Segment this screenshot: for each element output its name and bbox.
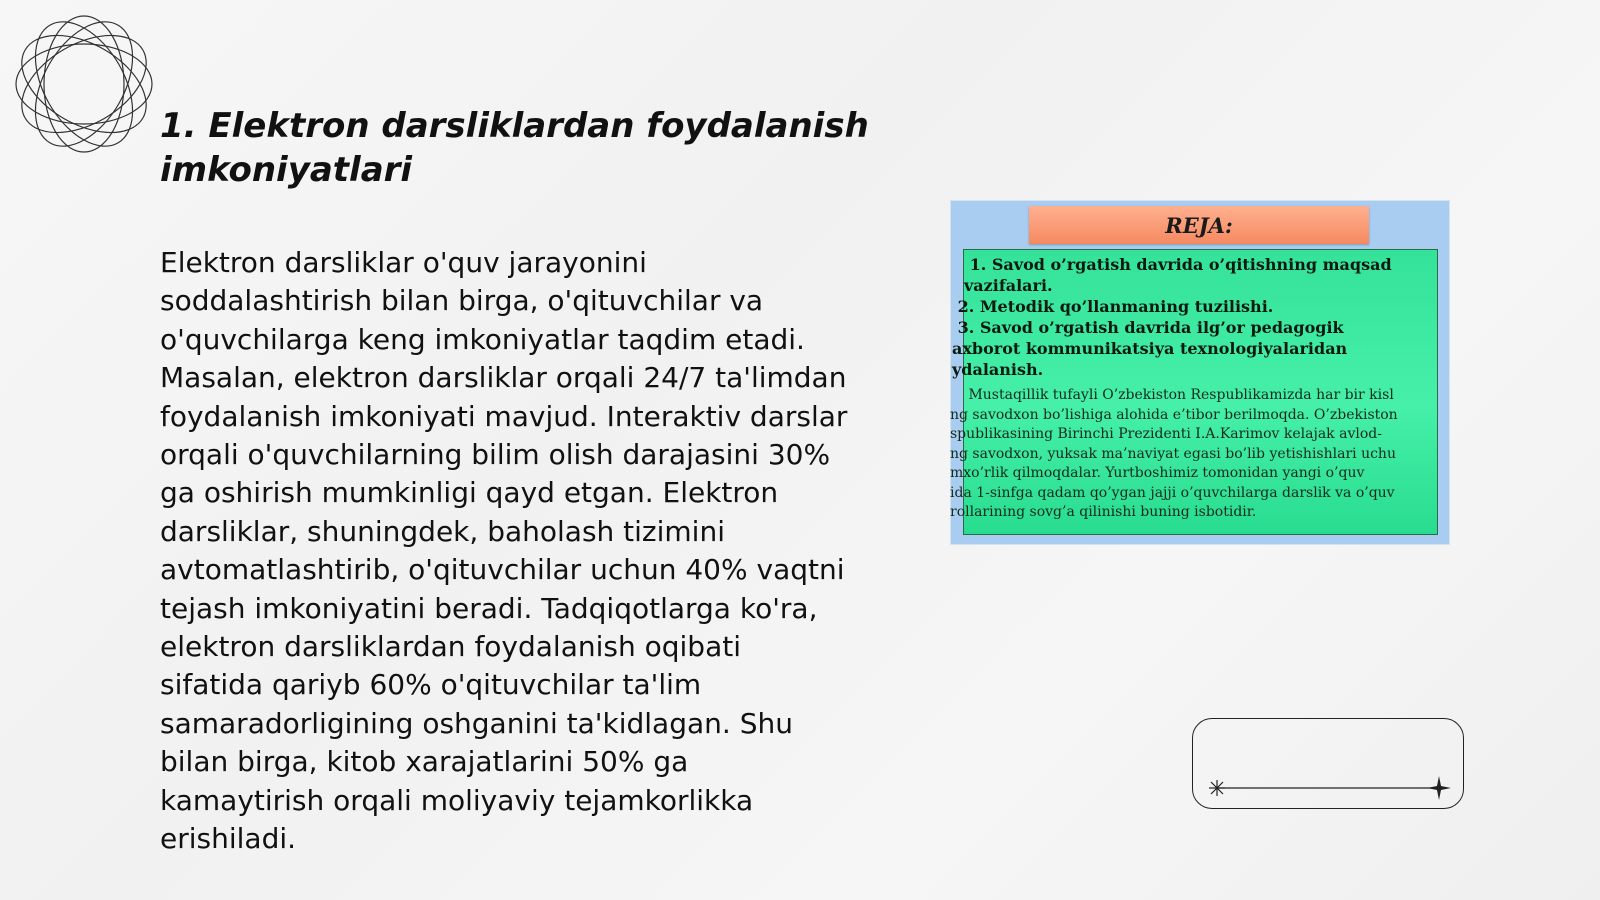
plan-line: 3. Savod o’rgatish davrida ilg’or pedagogik — [952, 318, 1344, 337]
decorative-frame — [1192, 718, 1464, 809]
paragraph-line: ng savodxon bo’lishiga alohida e’tibor berilmoqda. O’zbekiston — [950, 406, 1398, 423]
plan-line: 1. Savod o’rgatish davrida o’qitishning maqsad — [964, 255, 1392, 274]
circular-logo-icon — [10, 10, 158, 158]
plan-line: vazifalari. — [964, 276, 1053, 295]
body-paragraph: Elektron darsliklar o'quv jarayonini soddalashtirish bilan birga, o'qituvchilar va o'quvchilarga keng imkoniyatlar taqdim etadi. Masalan, elektron darsliklar orqali 24/7 ta'limdan foydalanish imkoniyati mavjud. Interaktiv darslar orqali o'quvchilarning bilim olish darajasini 30% ga oshirish mumkinligi qayd etgan. Elektron darsliklar, shuningdek, baholash tizimini avtomatlashtirib, o'qituvchilar uchun 40% vaqtni tejash imkoniyatini beradi. Tadqiqotlarga ko'ra, elektron darsliklardan foydalanish oqibati sifatida qariyb 60% o'qituvchilar ta'lim samaradorligining oshganini ta'kidlagan. Shu bilan birga, kitob xarajatlarini 50% ga kamaytirish orqali moliyaviy tejamkorlikka erishiladi. — [160, 246, 848, 856]
picture-paragraph — [950, 386, 1437, 523]
paragraph-line: mxo’rlik qilmoqdalar. Yurtboshimiz tomonidan yangi o’quv — [950, 465, 1365, 481]
plan-line: axborot kommunikatsiya texnologiyalaridan — [952, 339, 1348, 358]
reja-picture — [950, 200, 1450, 545]
paragraph-line: spublikasining Birinchi Prezidenti I.A.Karimov kelajak avlod- — [950, 426, 1382, 442]
sparkle-line-icon — [1193, 719, 1465, 810]
paragraph-line: ida 1-sinfga qadam qo’ygan jajji o’quvchilarga darslik va o’quv — [950, 484, 1395, 501]
plan-panel — [950, 249, 1438, 535]
paragraph-line: Mustaqillik tufayli O’zbekiston Respublikamizda har bir kisl — [964, 387, 1394, 403]
slide-title: 1. Elektron darsliklardan foydalanish imkoniyatlari — [160, 106, 869, 190]
reja-heading: REJA: — [1029, 206, 1369, 244]
plan-line: 2. Metodik qo’llanmaning tuzilishi. — [952, 297, 1274, 316]
paragraph-line: rollarining sovg’a qilinishi buning isbotidir. — [950, 504, 1257, 520]
plan-line: ydalanish. — [952, 360, 1044, 379]
paragraph-line: ng savodxon, yuksak ma’naviyat egasi bo’lib yetishishlari uchu — [950, 445, 1396, 462]
plan-list — [952, 250, 1437, 380]
